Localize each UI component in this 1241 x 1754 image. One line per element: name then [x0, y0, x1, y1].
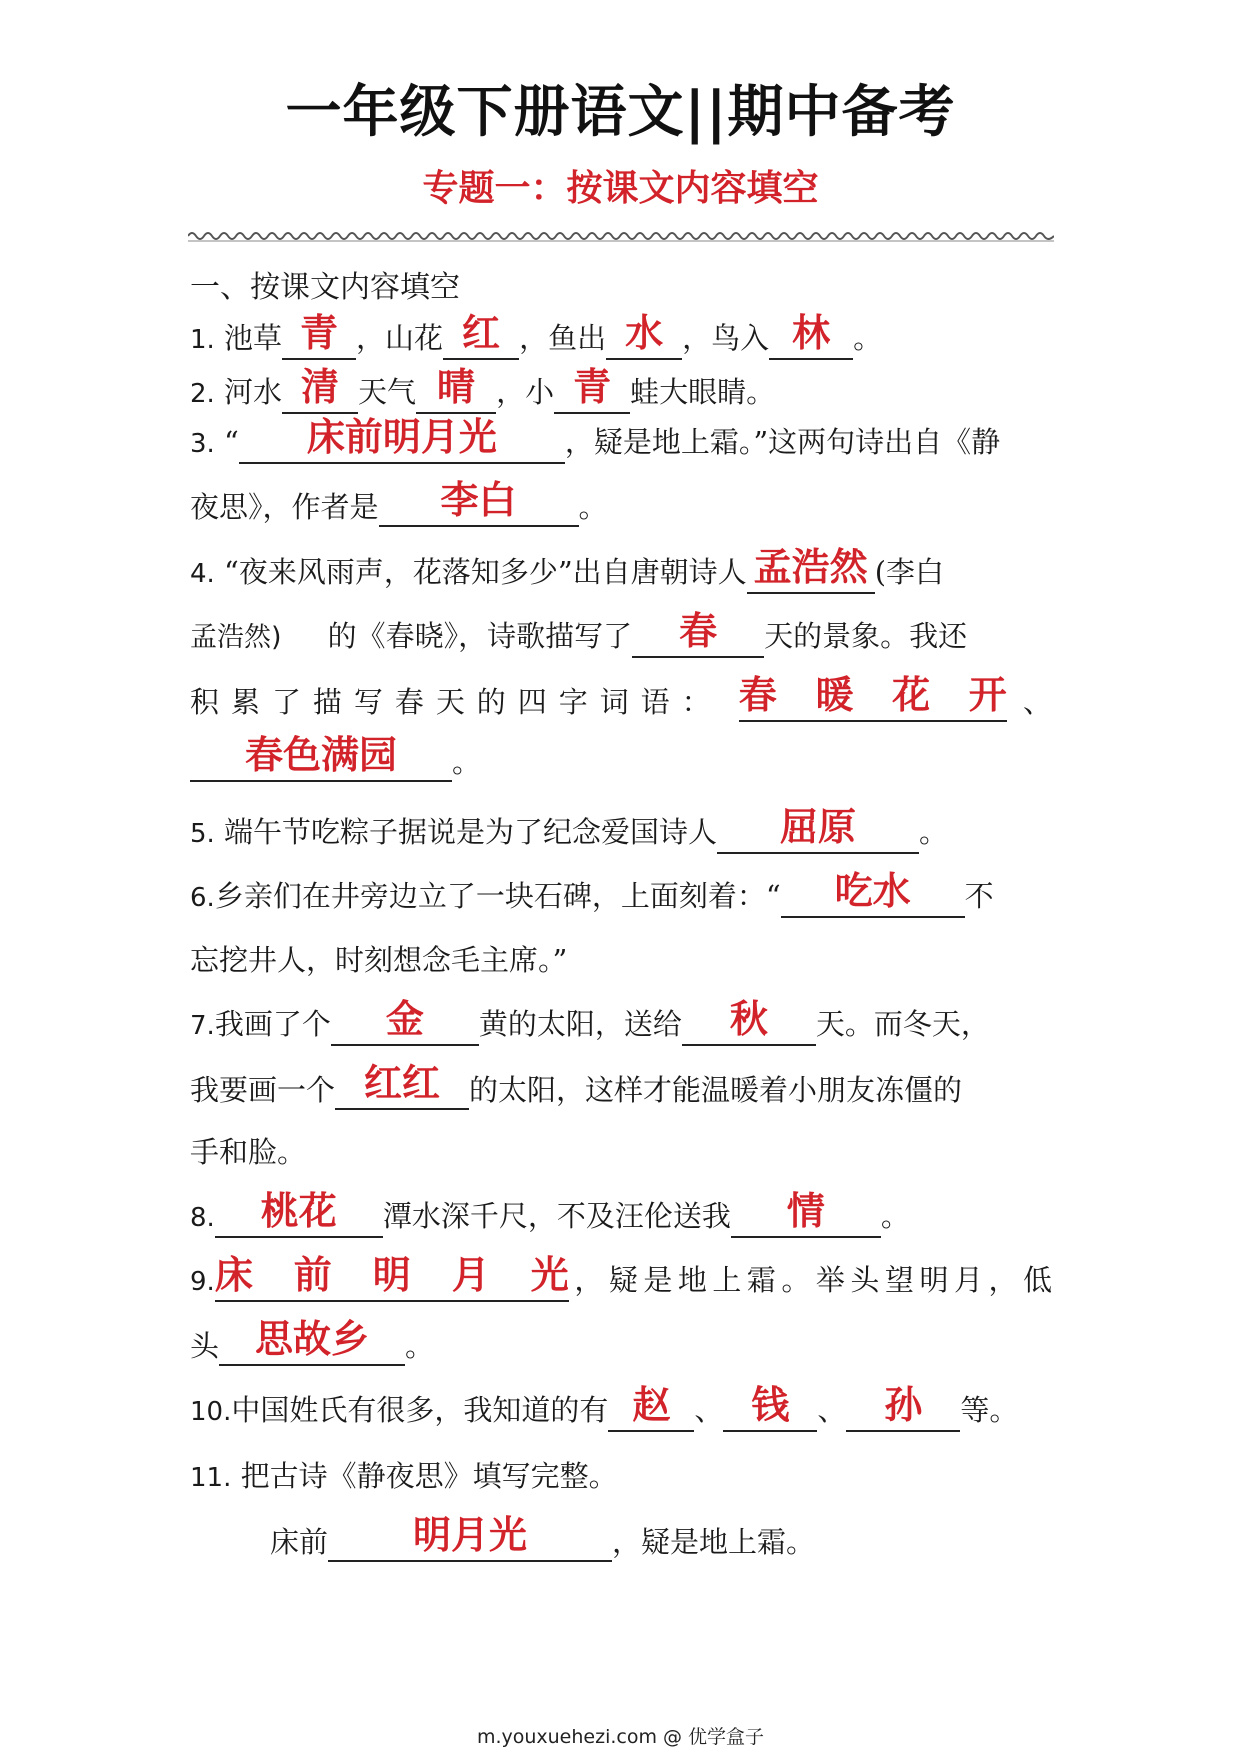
answer-blank [335, 1061, 469, 1110]
question-text: 天。而冬天， [815, 1007, 990, 1041]
question-4-line-1 [190, 545, 945, 594]
answer-text: 孟浩然 [753, 545, 868, 589]
answer-blank [606, 311, 682, 360]
answer-text: 青 [300, 311, 339, 355]
question-text: 夜思》，作者是 [190, 490, 379, 524]
question-number: 8. [190, 1203, 215, 1233]
question-text: 的《春晓》，诗歌描写了 [327, 619, 633, 653]
answer-text: 春色满园 [244, 733, 397, 777]
answer-blank [731, 1189, 881, 1238]
answer-blank [738, 673, 1007, 722]
question-1 [190, 311, 883, 360]
question-text: 孟浩然) [190, 622, 282, 653]
question-text: 忘挖井人，时刻想念毛主席。” [190, 943, 568, 977]
question-7-line-1 [190, 997, 990, 1046]
decorative-divider [188, 228, 1054, 244]
question-text: ，山花 [356, 321, 444, 355]
question-text: 。 [919, 815, 949, 849]
question-text: 天的景象。我还 [764, 619, 968, 653]
question-text: ，疑是地上霜。”这两句诗出自《静 [564, 425, 1001, 459]
question-number: 11. [190, 1463, 232, 1493]
question-6-line-1 [190, 869, 994, 918]
answer-blank [379, 478, 579, 527]
question-text: 床前 [270, 1525, 329, 1559]
answer-blank [443, 311, 519, 360]
question-number: 2. [190, 379, 215, 409]
answer-text: 屈原 [780, 805, 857, 849]
answer-text: 春暖花开 [738, 673, 1007, 717]
question-text: 潭水深千尺，不及汪伦送我 [382, 1199, 731, 1233]
question-3-line-1 [190, 415, 1001, 464]
answer-text: 晴 [437, 365, 476, 409]
question-text: 天气 [358, 375, 417, 409]
answer-text: 红红 [364, 1061, 441, 1105]
answer-blank [632, 609, 764, 658]
question-text: 我画了个 [214, 1007, 331, 1041]
question-text: (李白 [874, 555, 945, 589]
question-7-line-2 [190, 1061, 963, 1110]
question-text: “夜来风雨声，花落知多少”出自唐朝诗人 [224, 555, 747, 589]
question-text: 。 [452, 745, 482, 779]
answer-text: 明月光 [413, 1513, 528, 1557]
answer-blank [239, 415, 565, 464]
question-9-line-2 [190, 1317, 435, 1366]
answer-text: 桃花 [260, 1189, 337, 1233]
question-7-line-3 [190, 1132, 306, 1172]
question-9-line-1 [190, 1253, 1052, 1302]
question-number: 4. [190, 559, 215, 589]
question-text: 中国姓氏有很多，我知道的有 [231, 1393, 609, 1427]
question-text: 。 [405, 1329, 435, 1363]
footer-watermark: m.youxuehezi.com @ 优学盒子 [476, 1726, 765, 1748]
answer-text: 孙 [884, 1383, 923, 1427]
question-text: 。 [880, 1199, 910, 1233]
question-11-poem-line [270, 1513, 816, 1562]
question-text: 不 [964, 879, 994, 913]
question-number: 5. [190, 819, 215, 849]
question-text: 等。 [960, 1393, 1019, 1427]
answer-blank [747, 545, 875, 594]
question-text: ，鱼出 [519, 321, 607, 355]
question-text: 的太阳，这样才能温暖着小朋友冻僵的 [469, 1073, 963, 1107]
answer-text: 春 [679, 609, 718, 653]
answer-text: 情 [786, 1189, 825, 1233]
question-10 [190, 1383, 1019, 1432]
question-text: 、 [1022, 685, 1052, 719]
question-text: ，疑是地上霜。举头望明月，低 [568, 1263, 1052, 1297]
question-text: 把古诗《静夜思》填写完整。 [240, 1459, 618, 1493]
question-text: 。 [853, 321, 883, 355]
page-subtitle: 专题一：按课文内容填空 [422, 168, 819, 209]
answer-text: 清 [301, 365, 340, 409]
answer-text: 床前明月光 [214, 1253, 569, 1297]
answer-text: 吃水 [834, 869, 911, 913]
answer-blank [282, 311, 356, 360]
answer-blank [215, 1189, 383, 1238]
answer-text: 李白 [440, 478, 517, 522]
question-number: 7. [190, 1011, 215, 1041]
answer-text: 水 [625, 311, 664, 355]
answer-text: 床前明月光 [306, 415, 497, 459]
answer-blank [416, 365, 496, 414]
question-number: 9. [190, 1267, 215, 1297]
answer-blank [682, 997, 816, 1046]
answer-text: 金 [385, 997, 424, 1041]
question-5 [190, 805, 949, 854]
question-4-line-4 [190, 733, 482, 782]
answer-blank [769, 311, 853, 360]
question-text: 乡亲们在井旁边立了一块石碑，上面刻着：“ [214, 879, 781, 913]
question-text: 头 [190, 1329, 220, 1363]
question-text: 黄的太阳，送给 [478, 1007, 682, 1041]
answer-text: 钱 [751, 1383, 790, 1427]
question-number: 10. [190, 1397, 232, 1427]
question-text: ，疑是地上霜。 [612, 1525, 816, 1559]
question-text: 池草 [224, 321, 283, 355]
answer-text: 秋 [729, 997, 768, 1041]
question-text: 手和脸。 [190, 1135, 307, 1169]
question-11 [190, 1456, 618, 1498]
answer-text: 青 [573, 365, 612, 409]
answer-blank [781, 869, 965, 918]
question-text: 端午节吃粽子据说是为了纪念爱国诗人 [224, 815, 718, 849]
question-number: 3. [190, 429, 215, 459]
question-number: 1. [190, 325, 215, 355]
question-8 [190, 1189, 910, 1238]
question-text: 积累了描写春天的四字词语： [190, 685, 723, 719]
question-text: 河水 [224, 375, 283, 409]
answer-text: 红 [462, 311, 501, 355]
answer-blank [190, 733, 452, 782]
answer-blank [219, 1317, 405, 1366]
question-4-line-2 [190, 609, 968, 658]
section-heading: 一、按课文内容填空 [190, 270, 460, 305]
question-text: ，鸟入 [682, 321, 770, 355]
question-text: 、 [817, 1393, 847, 1427]
answer-blank [214, 1253, 569, 1302]
answer-blank [846, 1383, 960, 1432]
answer-blank [554, 365, 630, 414]
page-title: 一年级下册语文||期中备考 [285, 80, 956, 145]
answer-text: 林 [792, 311, 831, 355]
question-4-line-3 [190, 673, 1052, 722]
question-text: 我要画一个 [190, 1073, 336, 1107]
answer-blank [328, 1513, 612, 1562]
question-number: 6. [190, 883, 215, 913]
answer-blank [608, 1383, 694, 1432]
answer-blank [331, 997, 479, 1046]
question-text: 蛙大眼睛。 [630, 375, 776, 409]
answer-text: 赵 [632, 1383, 671, 1427]
question-2 [190, 365, 776, 414]
question-6-line-2 [190, 940, 567, 980]
question-text: 、 [694, 1393, 724, 1427]
question-text: ，小 [496, 375, 555, 409]
answer-blank [723, 1383, 817, 1432]
question-3-line-2 [190, 478, 608, 527]
question-text: “ [224, 425, 239, 459]
answer-blank [282, 365, 358, 414]
answer-text: 思故乡 [255, 1317, 370, 1361]
question-text: 。 [578, 490, 608, 524]
answer-blank [717, 805, 919, 854]
